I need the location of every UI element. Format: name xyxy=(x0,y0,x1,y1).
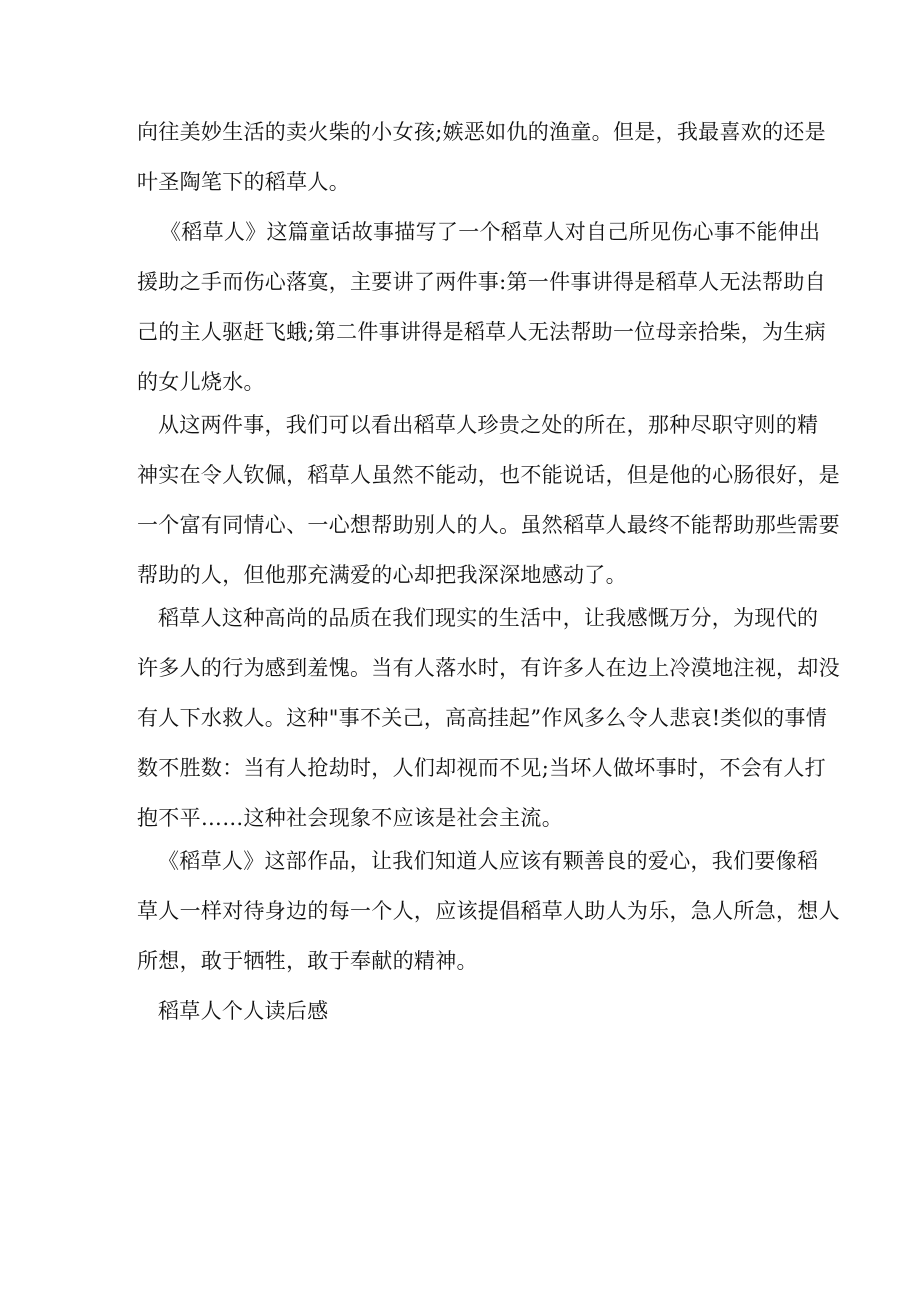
text-line: 数不胜数：当有人抢劫时，人们却视而不见;当坏人做坏事时，不会有人打 xyxy=(137,756,826,780)
text-line: 向往美妙生活的卖火柴的小女孩;嫉恶如仇的渔童。但是，我最喜欢的还是 xyxy=(137,120,826,144)
text-line: 草人一样对待身边的每一个人，应该提倡稻草人助人为乐，急人所急，想人 xyxy=(137,899,840,923)
section-heading: 稻草人个人读后感 xyxy=(158,999,329,1023)
text-line: 神实在令人钦佩，稻草人虽然不能动，也不能说话，但是他的心肠很好，是 xyxy=(137,463,840,487)
text-line: 抱不平……这种社会现象不应该是社会主流。 xyxy=(137,806,563,830)
text-line: 《稻草人》这部作品，让我们知道人应该有颗善良的爱心，我们要像稻 xyxy=(158,849,819,873)
text-line: 有人下水救人。这种"事不关己，高高挂起”作风多么令人悲哀!类似的事情 xyxy=(137,706,828,730)
text-line: 《稻草人》这篇童话故事描写了一个稻草人对自己所见伤心事不能伸出 xyxy=(160,220,821,244)
text-line: 叶圣陶笔下的稻草人。 xyxy=(137,170,350,194)
text-line: 从这两件事，我们可以看出稻草人珍贵之处的所在，那种尽职守则的精 xyxy=(158,413,819,437)
text-line: 许多人的行为感到羞愧。当有人落水时，有许多人在边上冷漠地注视，却没 xyxy=(137,656,840,680)
text-line: 的女儿烧水。 xyxy=(137,370,265,394)
text-line: 稻草人这种高尚的品质在我们现实的生活中，让我感慨万分，为现代的 xyxy=(158,606,819,630)
text-line: 所想，敢于牺牲，敢于奉献的精神。 xyxy=(137,949,478,973)
text-line: 帮助的人，但他那充满爱的心却把我深深地感动了。 xyxy=(137,563,627,587)
text-line: 己的主人驱赶飞蛾;第二件事讲得是稻草人无法帮助一位母亲拾柴，为生病 xyxy=(137,320,826,344)
text-line: 援助之手而伤心落寞，主要讲了两件事:第一件事讲得是稻草人无法帮助自 xyxy=(137,270,826,294)
text-line: 一个富有同情心、一心想帮助别人的人。虽然稻草人最终不能帮助那些需要 xyxy=(137,513,840,537)
